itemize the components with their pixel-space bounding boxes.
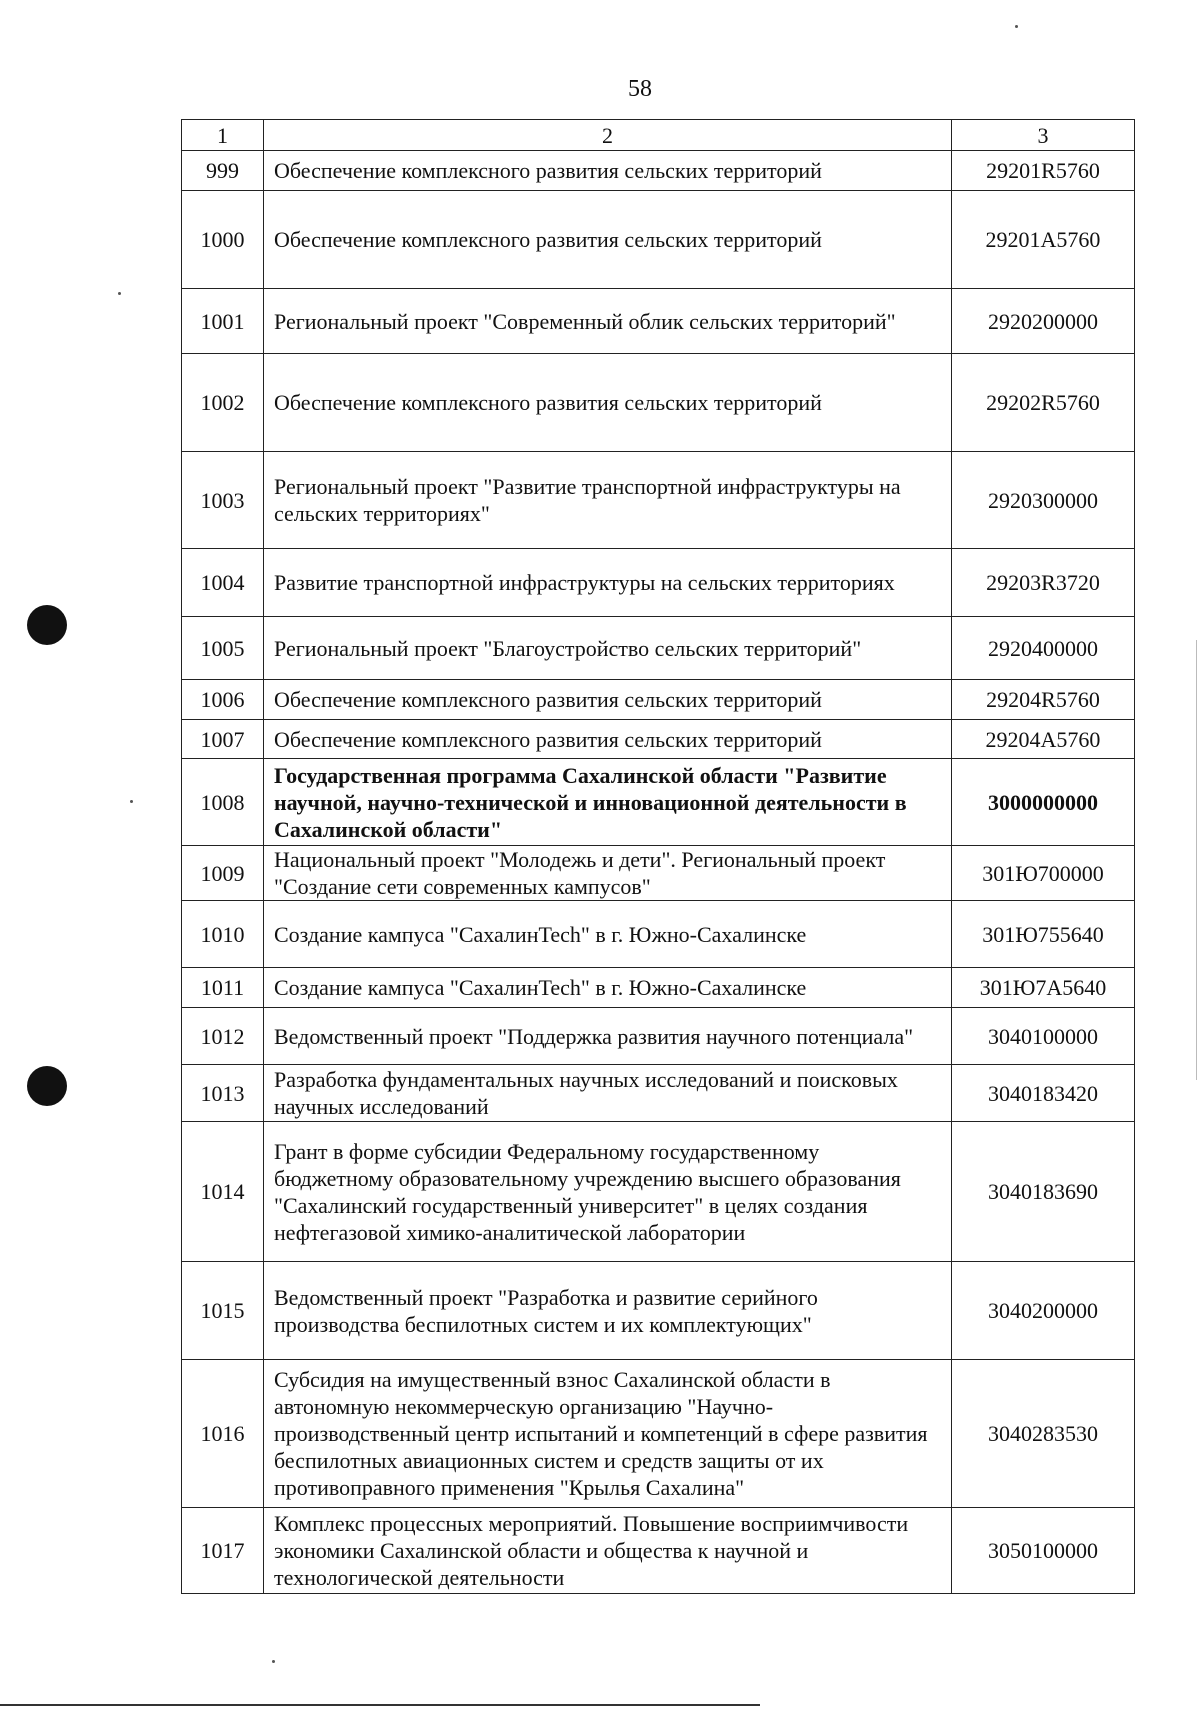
- table-row: [182, 191, 1135, 289]
- row-number: 1003: [182, 452, 264, 549]
- row-number: 1016: [182, 1360, 264, 1508]
- row-description: Государственная программа Сахалинской области "Развитие научной, научно-технической и инновационной деятельности в Сахалинской области": [264, 759, 952, 846]
- column-header-3: 3: [952, 120, 1135, 151]
- row-number: 1017: [182, 1508, 264, 1594]
- row-code: 3040183420: [952, 1065, 1135, 1122]
- row-description: Национальный проект "Молодежь и дети". Региональный проект "Создание сети современных кампусов": [264, 846, 952, 901]
- row-description: Региональный проект "Современный облик сельских территорий": [264, 289, 952, 354]
- row-code: 2920400000: [952, 617, 1135, 680]
- row-code: 2920200000: [952, 289, 1135, 354]
- table-row: [182, 1065, 1135, 1122]
- table-row: [182, 1008, 1135, 1065]
- punch-hole: [27, 1066, 67, 1106]
- table-row: [182, 354, 1135, 452]
- table-row: [182, 759, 1135, 846]
- table-row: [182, 617, 1135, 680]
- row-code: 3000000000: [952, 759, 1135, 846]
- table-row: [182, 452, 1135, 549]
- table-row: [182, 1508, 1135, 1594]
- row-code: 2920300000: [952, 452, 1135, 549]
- row-description: Обеспечение комплексного развития сельских территорий: [264, 680, 952, 720]
- row-description: Обеспечение комплексного развития сельских территорий: [264, 354, 952, 452]
- table-row: [182, 901, 1135, 968]
- table-header-row: [182, 120, 1135, 151]
- row-code: 29201A5760: [952, 191, 1135, 289]
- page-number: 58: [628, 76, 652, 102]
- row-description: Ведомственный проект "Поддержка развития научного потенциала": [264, 1008, 952, 1065]
- row-description: Обеспечение комплексного развития сельских территорий: [264, 720, 952, 759]
- row-description: Создание кампуса "СахалинTech" в г. Южно-Сахалинске: [264, 968, 952, 1008]
- row-number: 999: [182, 151, 264, 191]
- budget-code-table: [181, 119, 1135, 1594]
- table-row: [182, 1262, 1135, 1360]
- row-description: Обеспечение комплексного развития сельских территорий: [264, 151, 952, 191]
- row-description: Комплекс процессных мероприятий. Повышение восприимчивости экономики Сахалинской области и общества к научной и технологической деятельности: [264, 1508, 952, 1594]
- row-number: 1010: [182, 901, 264, 968]
- punch-hole: [27, 605, 67, 645]
- row-code: 29202R5760: [952, 354, 1135, 452]
- scan-speck: [118, 292, 121, 295]
- row-number: 1014: [182, 1122, 264, 1262]
- row-number: 1011: [182, 968, 264, 1008]
- scan-edge-line: [1196, 640, 1197, 1080]
- table-row: [182, 968, 1135, 1008]
- row-code: 301Ю755640: [952, 901, 1135, 968]
- row-description: Разработка фундаментальных научных исследований и поисковых научных исследований: [264, 1065, 952, 1122]
- row-number: 1000: [182, 191, 264, 289]
- row-number: 1008: [182, 759, 264, 846]
- scan-speck: [130, 800, 133, 803]
- row-number: 1006: [182, 680, 264, 720]
- table-row: [182, 289, 1135, 354]
- row-code: 3040183690: [952, 1122, 1135, 1262]
- scan-speck: [272, 1660, 275, 1663]
- row-code: 29201R5760: [952, 151, 1135, 191]
- row-number: 1005: [182, 617, 264, 680]
- row-number: 1004: [182, 549, 264, 617]
- row-number: 1007: [182, 720, 264, 759]
- row-code: 3040283530: [952, 1360, 1135, 1508]
- row-description: Создание кампуса "СахалинTech" в г. Южно-Сахалинске: [264, 901, 952, 968]
- row-code: 3050100000: [952, 1508, 1135, 1594]
- row-code: 3040200000: [952, 1262, 1135, 1360]
- row-number: 1013: [182, 1065, 264, 1122]
- row-code: 29204R5760: [952, 680, 1135, 720]
- row-description: Обеспечение комплексного развития сельских территорий: [264, 191, 952, 289]
- row-number: 1015: [182, 1262, 264, 1360]
- row-description: Развитие транспортной инфраструктуры на сельских территориях: [264, 549, 952, 617]
- scan-speck: [1015, 25, 1018, 28]
- table-row: [182, 151, 1135, 191]
- row-number: 1012: [182, 1008, 264, 1065]
- table-row: [182, 549, 1135, 617]
- row-code: 301Ю700000: [952, 846, 1135, 901]
- row-description: Субсидия на имущественный взнос Сахалинской области в автономную некоммерческую организацию "Научно-производственный центр испытаний и компетенций в сфере развития беспилотных авиационных систем и средств защиты от их противоправного применения "Крылья Сахалина": [264, 1360, 952, 1508]
- table-row: [182, 846, 1135, 901]
- scan-bottom-line: [0, 1704, 760, 1706]
- row-number: 1001: [182, 289, 264, 354]
- column-header-2: 2: [264, 120, 952, 151]
- table-row: [182, 680, 1135, 720]
- row-code: 301Ю7A5640: [952, 968, 1135, 1008]
- row-code: 3040100000: [952, 1008, 1135, 1065]
- row-number: 1002: [182, 354, 264, 452]
- row-number: 1009: [182, 846, 264, 901]
- row-description: Ведомственный проект "Разработка и развитие серийного производства беспилотных систем и их комплектующих": [264, 1262, 952, 1360]
- row-description: Региональный проект "Развитие транспортной инфраструктуры на сельских территориях": [264, 452, 952, 549]
- row-code: 29203R3720: [952, 549, 1135, 617]
- column-header-1: 1: [182, 120, 264, 151]
- row-code: 29204A5760: [952, 720, 1135, 759]
- row-description: Грант в форме субсидии Федеральному государственному бюджетному образовательному учреждению высшего образования "Сахалинский государственный университет" в целях создания нефтегазовой химико-аналитической лаборатории: [264, 1122, 952, 1262]
- row-description: Региональный проект "Благоустройство сельских территорий": [264, 617, 952, 680]
- table-row: [182, 720, 1135, 759]
- table-row: [182, 1122, 1135, 1262]
- table-row: [182, 1360, 1135, 1508]
